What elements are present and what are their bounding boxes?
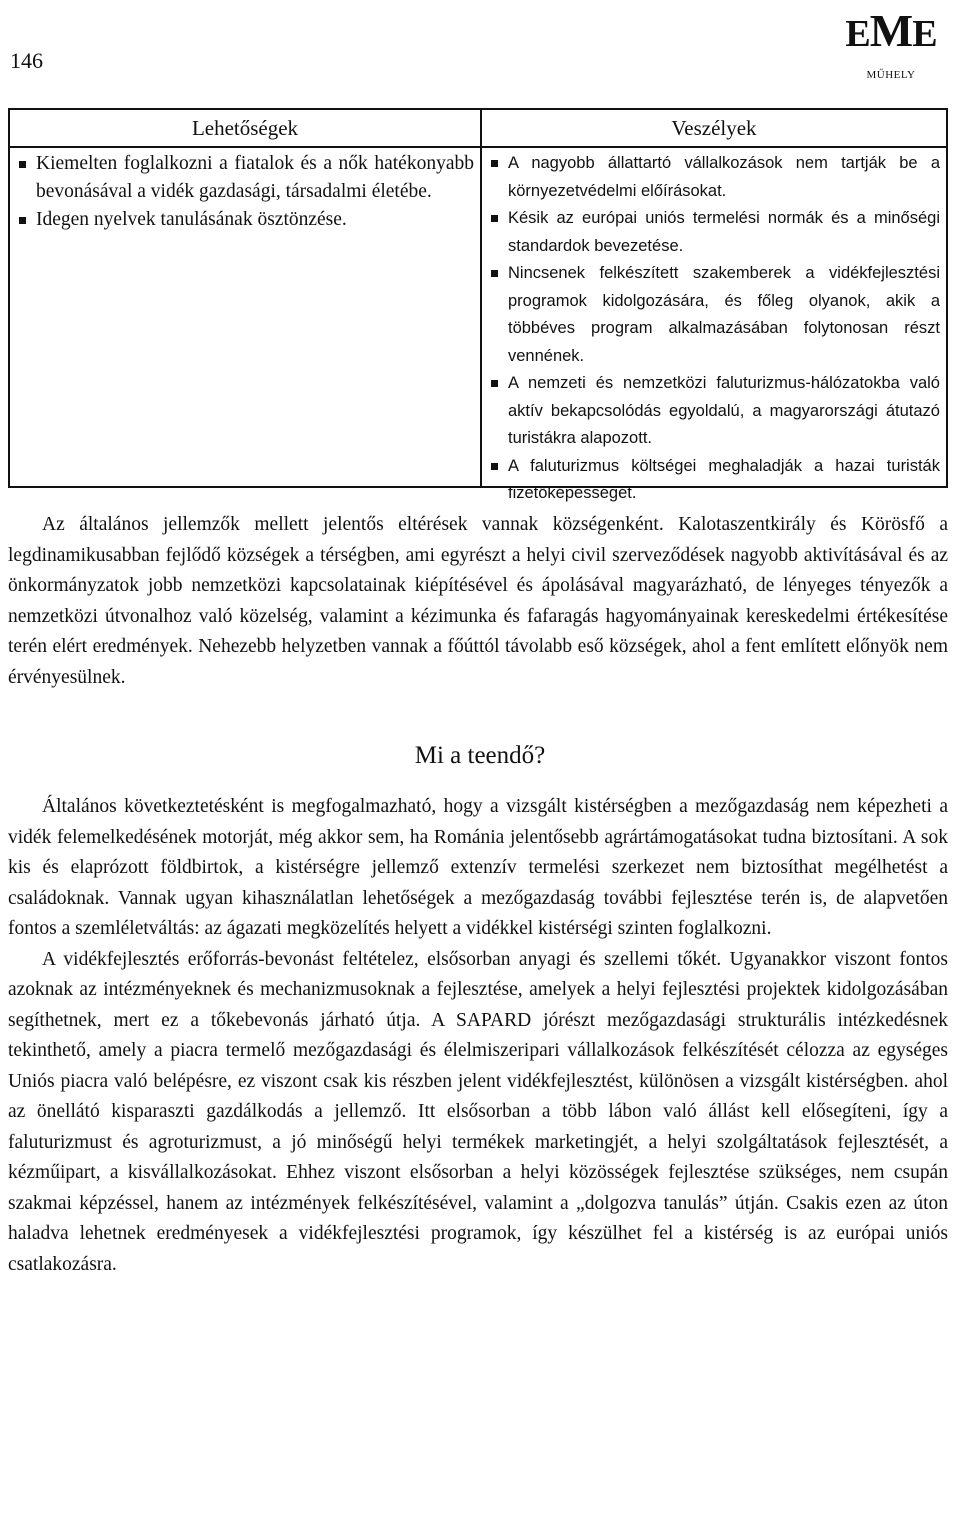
opportunities-header: Lehetőségek — [10, 110, 480, 148]
threats-column — [482, 110, 946, 502]
list-item: Kiemelten foglalkozni a fiatalok és a nők hatékonyabb bevonásával a vidék gazdasági, társadalmi életébe. — [16, 150, 474, 206]
body-text-block — [8, 792, 948, 1280]
opportunities-column — [10, 110, 482, 486]
list-item: A nemzeti és nemzetközi faluturizmus-hálózatokba való aktív bekapcsolódás egyoldalú, a magyarországi átutazó turistákra alapozott. — [488, 370, 940, 453]
page-number: 146 — [10, 48, 43, 73]
paragraph: Az általános jellemzők mellett jelentős eltérések vannak községenként. Kalotaszentkirály és Körösfő a legdinamikusabban fejlődő községek a térségben, ami egyrészt a helyi civil szerveződések nagyobb aktivításával és az önkormányzatok jobb nemzetközi kapcsolatainak kiépítésével és ápolásával magyarázható, de lényeges tényezők a nemzetközi útvonalhoz való közelség, valamint a kézimunka és fafaragás hagyományainak kereskedelmi értékesítése terén elért eredmények. Nehezebb helyzetben vannak a főúttól távolabb eső községek, ahol a fent említett előnyök nem érvényesülnek. — [8, 514, 948, 688]
body-text-block — [8, 510, 948, 693]
threats-list — [488, 150, 940, 508]
opportunities-threats-table — [8, 108, 948, 502]
list-item: A faluturizmus költségei meghaladják a hazai turisták fizetőképességét. — [488, 453, 940, 508]
list-item: A nagyobb állattartó vállalkozások nem tartják be a környezetvédelmi előírásokat. — [488, 150, 940, 205]
paragraph: A vidékfejlesztés erőforrás-bevonást feltételez, elsősorban anyagi és szellemi tőkét. Ugyanakkor viszont fontos azoknak az intézményeknek és mechanizmusoknak a fejlesztése, amelyek a helyi fejlesztési projektek kidolgozásában segíthetnek, mert ez a tőkebevonás járható útja. A SAPARD jórészt mezőgazdasági strukturális intézkedésnek tekinthető, amely a piacra termelő mezőgazdasági és élelmiszeripari vállalkozások felkészítését célozza az egységes Uniós piacra való belépésre, ez viszont csak kis részben jelent vidékfejlesztést, különösen a vizsgált kistérségben. ahol az önellátó kisparaszti gazdálkodás a jellemző. Itt elsősorban a több lábon való állást kell elősegíteni, így a faluturizmust és agroturizmust, a jó minőségű helyi termékek marketingjét, a helyi szolgáltatások fejlesztését, a kézműipart, a kisvállalkozásokat. Ehhez viszont elsősorban a helyi közösségek fejlesztése szükséges, nem csupán szakmai képzéssel, hanem az intézmények felkészítésével, valamint a „dolgozva tanulás” útján. Csakis ezen az úton haladva lehetnek eredményesek a vidékfejlesztési programok, így készülhet fel a kistérség is az európai uniós csatlakozásra. — [8, 948, 948, 1275]
logo-mark: EME — [845, 5, 937, 56]
threats-header: Veszélyek — [482, 110, 946, 148]
section-heading: Mi a teendő? — [414, 742, 546, 769]
list-item: Nincsenek felkészített szakemberek a vidékfejlesztési programok kidolgozására, és főleg olyanok, akik a többéves program alkalmazásában folytonosan részt vennének. — [488, 260, 940, 370]
paragraph: Általános következtetésként is megfogalmazható, hogy a vizsgált kistérségben a mezőgazdaság nem képezheti a vidék felemelkedésének motorját, még akkor sem, ha Románia jelentősebb agrártámogatásokat tudna biztosítani. A sok kis és elaprózott földbirtok, a kistérségre jellemző extenzív termelési szerkezet nem biztosíthat megélhetést a családoknak. Vannak ugyan kihasználatlan lehetőségek a mezőgazdaság további fejlesztése terén is, de alapvetően fontos a szemléletváltás: az ágazati megközelítés helyett a vidékkel kistérségi szinten foglalkozni. — [8, 796, 948, 939]
logo-subtitle: MŰHELY — [866, 69, 916, 81]
opportunities-list — [16, 150, 474, 234]
journal-logo — [836, 5, 946, 81]
list-item: Késik az európai uniós termelési normák és a minőségi standardok bevezetése. — [488, 205, 940, 260]
list-item: Idegen nyelvek tanulásának ösztönzése. — [16, 206, 474, 234]
